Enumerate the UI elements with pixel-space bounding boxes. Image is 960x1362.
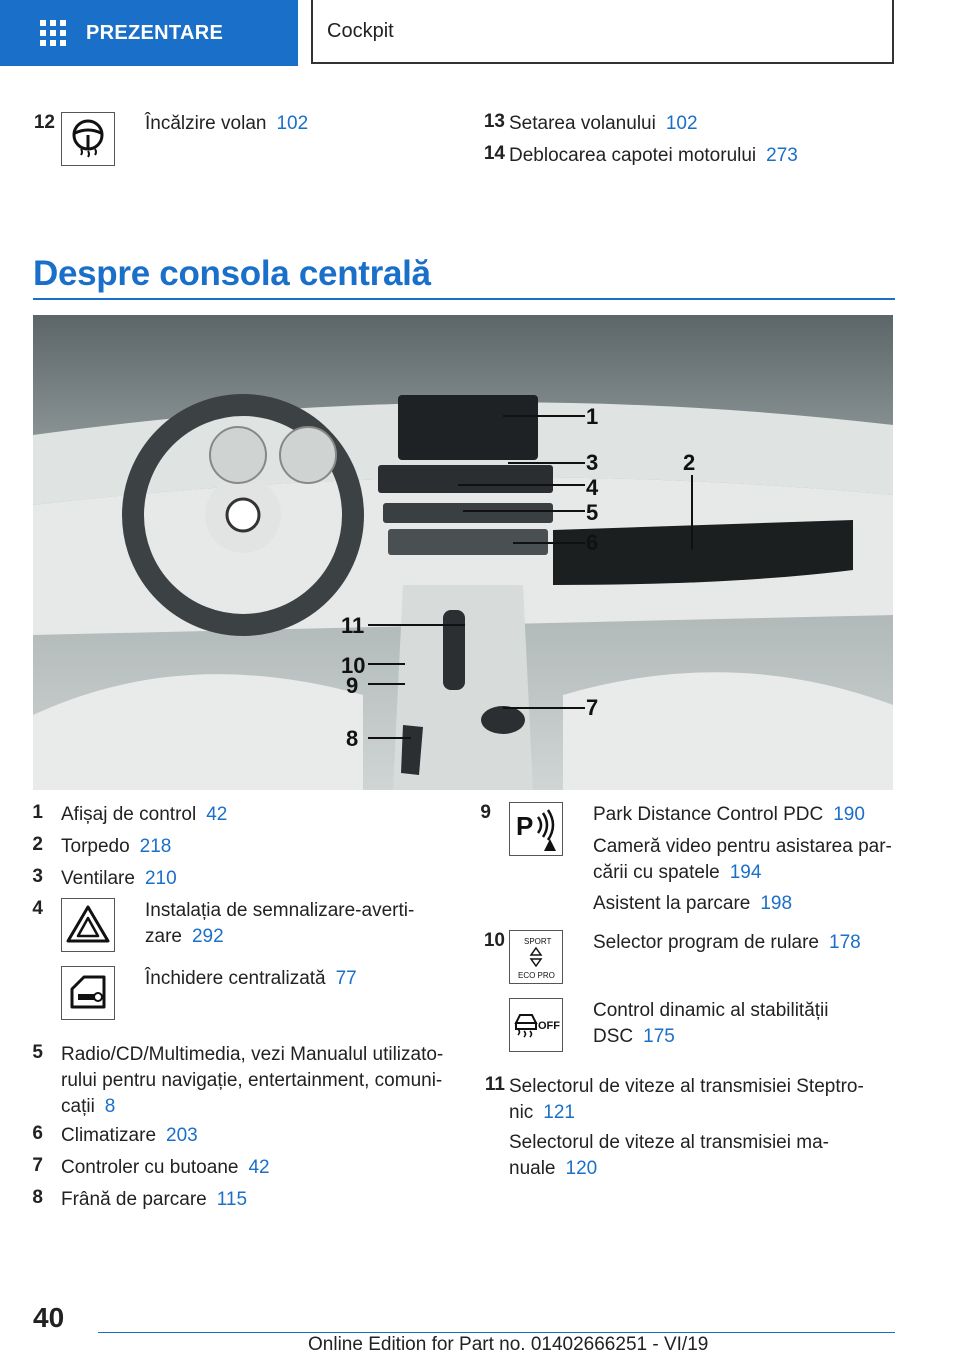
item-number: 1: [32, 802, 43, 823]
item-label: Setarea volanului: [509, 113, 656, 134]
title-divider: [33, 298, 895, 300]
item-label: Park Distance Control PDC: [593, 804, 824, 825]
item-label-line: Control dinamic al stabilității: [593, 1000, 829, 1021]
item-number: 5: [32, 1042, 43, 1063]
icon-text: SPORT: [524, 937, 552, 946]
section-tab-label: PREZENTARE: [86, 21, 224, 44]
page-title-tab: [311, 0, 894, 64]
item-9-parking-assistant: [593, 891, 792, 917]
page-ref-link[interactable]: 175: [643, 1026, 675, 1047]
item-label: Frână de parcare: [61, 1189, 207, 1210]
item-5: [61, 1042, 461, 1120]
item-label: Ventilare: [61, 868, 135, 889]
item-2: [61, 834, 171, 860]
photo-callout: 4: [586, 475, 599, 500]
item-4-central-locking: [145, 966, 357, 992]
item-13: [509, 111, 698, 137]
item-number: 13: [483, 111, 505, 132]
dsc-off-icon: [509, 998, 563, 1052]
section-tab[interactable]: [0, 0, 298, 66]
item-number: 3: [32, 866, 43, 887]
item-number: 12: [33, 112, 55, 133]
item-9-pdc: [593, 802, 865, 828]
page-ref-link[interactable]: 292: [191, 926, 224, 947]
footer-divider: [98, 1332, 895, 1333]
section-title: Despre consola centrală: [33, 254, 431, 293]
item-7: [61, 1155, 270, 1181]
item-label-line: cații: [61, 1096, 95, 1117]
item-6: [61, 1123, 198, 1149]
item-number: 10: [483, 930, 505, 951]
item-14: [509, 143, 798, 169]
photo-callout: 10: [341, 653, 366, 678]
item-number: 7: [32, 1155, 43, 1176]
item-number: 4: [32, 898, 43, 919]
heated-steering-wheel-icon: [61, 112, 115, 166]
photo-callout: 3: [586, 450, 599, 475]
page-ref-link[interactable]: 115: [216, 1189, 248, 1210]
footer-edition: Online Edition for Part no. 01402666251 - VI/19: [308, 1334, 709, 1355]
item-number: 8: [32, 1187, 43, 1208]
item-number: 2: [32, 834, 43, 855]
page-ref-link[interactable]: 42: [206, 804, 228, 825]
page-ref-link[interactable]: 121: [543, 1102, 575, 1123]
page-ref-link[interactable]: 218: [139, 836, 172, 857]
item-label: Climatizare: [61, 1125, 157, 1146]
item-label: Încălzire volan: [145, 113, 267, 134]
item-label-line: Selectorul de viteze al transmisiei Steptro-: [509, 1076, 864, 1097]
photo-callout: 1: [586, 404, 599, 429]
item-number: 11: [484, 1074, 505, 1095]
page-header: [0, 0, 960, 66]
grid-menu-icon: [40, 20, 66, 46]
page-ref-link[interactable]: 8: [104, 1096, 116, 1117]
item-1: [61, 802, 227, 828]
page-ref-link[interactable]: 77: [335, 968, 357, 989]
item-label: Asistent la parcare: [593, 893, 751, 914]
photo-callout: 9: [346, 673, 359, 698]
item-label-line: Cameră video pentru asistarea par-: [593, 836, 892, 857]
item-label: Închidere centralizată: [145, 968, 326, 989]
icon-text: ECO PRO: [518, 971, 555, 980]
page-ref-link[interactable]: 210: [144, 868, 177, 889]
item-11-manual: [509, 1130, 829, 1182]
item-number: 14: [483, 143, 505, 164]
item-label-line: nuale: [509, 1158, 556, 1179]
item-label: Torpedo: [61, 836, 130, 857]
item-9-rear-camera: [593, 834, 892, 886]
item-10-dsc: [593, 998, 829, 1050]
page-ref-link[interactable]: 102: [665, 113, 698, 134]
item-label-line: DSC: [593, 1026, 634, 1047]
page-ref-link[interactable]: 198: [760, 893, 793, 914]
icon-text: OFF: [538, 1020, 560, 1032]
driving-mode-selector-icon: [509, 930, 563, 984]
photo-callout: 11: [341, 613, 365, 638]
page-number: 40: [33, 1302, 65, 1333]
page-ref-link[interactable]: 102: [276, 113, 309, 134]
item-label-line: rului pentru navigație, entertainment, comuni-: [61, 1070, 443, 1091]
photo-callout: 8: [346, 726, 359, 751]
page-ref-link[interactable]: 203: [166, 1125, 198, 1146]
item-label-line: Selectorul de viteze al transmisiei ma-: [509, 1132, 829, 1153]
item-label: Selector program de rulare: [593, 932, 819, 953]
hazard-warning-icon: [61, 898, 115, 952]
page-ref-link[interactable]: 42: [248, 1157, 270, 1178]
item-8: [61, 1187, 247, 1213]
item-label-line: Radio/CD/Multimedia, vezi Manualul utilizato-: [61, 1044, 444, 1065]
page-ref-link[interactable]: 190: [833, 804, 865, 825]
item-11-steptronic: [509, 1074, 864, 1126]
photo-callout: 6: [586, 530, 599, 555]
photo-callout: 5: [586, 500, 599, 525]
item-number: 9: [480, 802, 491, 823]
page-ref-link[interactable]: 120: [565, 1158, 598, 1179]
item-label-line: cării cu spatele: [593, 862, 720, 883]
item-label: Deblocarea capotei motorului: [509, 145, 757, 166]
svg-text:P: P: [516, 811, 534, 841]
item-4-hazard: [145, 898, 414, 950]
page-ref-link[interactable]: 178: [829, 932, 861, 953]
central-locking-icon: [61, 966, 115, 1020]
page-ref-link[interactable]: 273: [766, 145, 798, 166]
photo-callout: 7: [586, 695, 599, 720]
item-label: Afișaj de control: [61, 804, 197, 825]
item-label: Controler cu butoane: [61, 1157, 239, 1178]
item-label-line: Instalația de semnalizare-averti-: [145, 900, 415, 921]
item-number: 6: [32, 1123, 43, 1144]
item-3: [61, 866, 177, 892]
photo-callout: 2: [683, 450, 696, 475]
page-title: Cockpit: [327, 19, 394, 42]
item-label-line: zare: [145, 926, 182, 947]
park-distance-control-icon: [509, 802, 563, 856]
page-ref-link[interactable]: 194: [729, 862, 762, 883]
cockpit-illustration: [33, 315, 893, 790]
item-12: [145, 111, 308, 137]
item-10-driving-mode: [593, 930, 861, 956]
item-label-line: nic: [509, 1102, 534, 1123]
